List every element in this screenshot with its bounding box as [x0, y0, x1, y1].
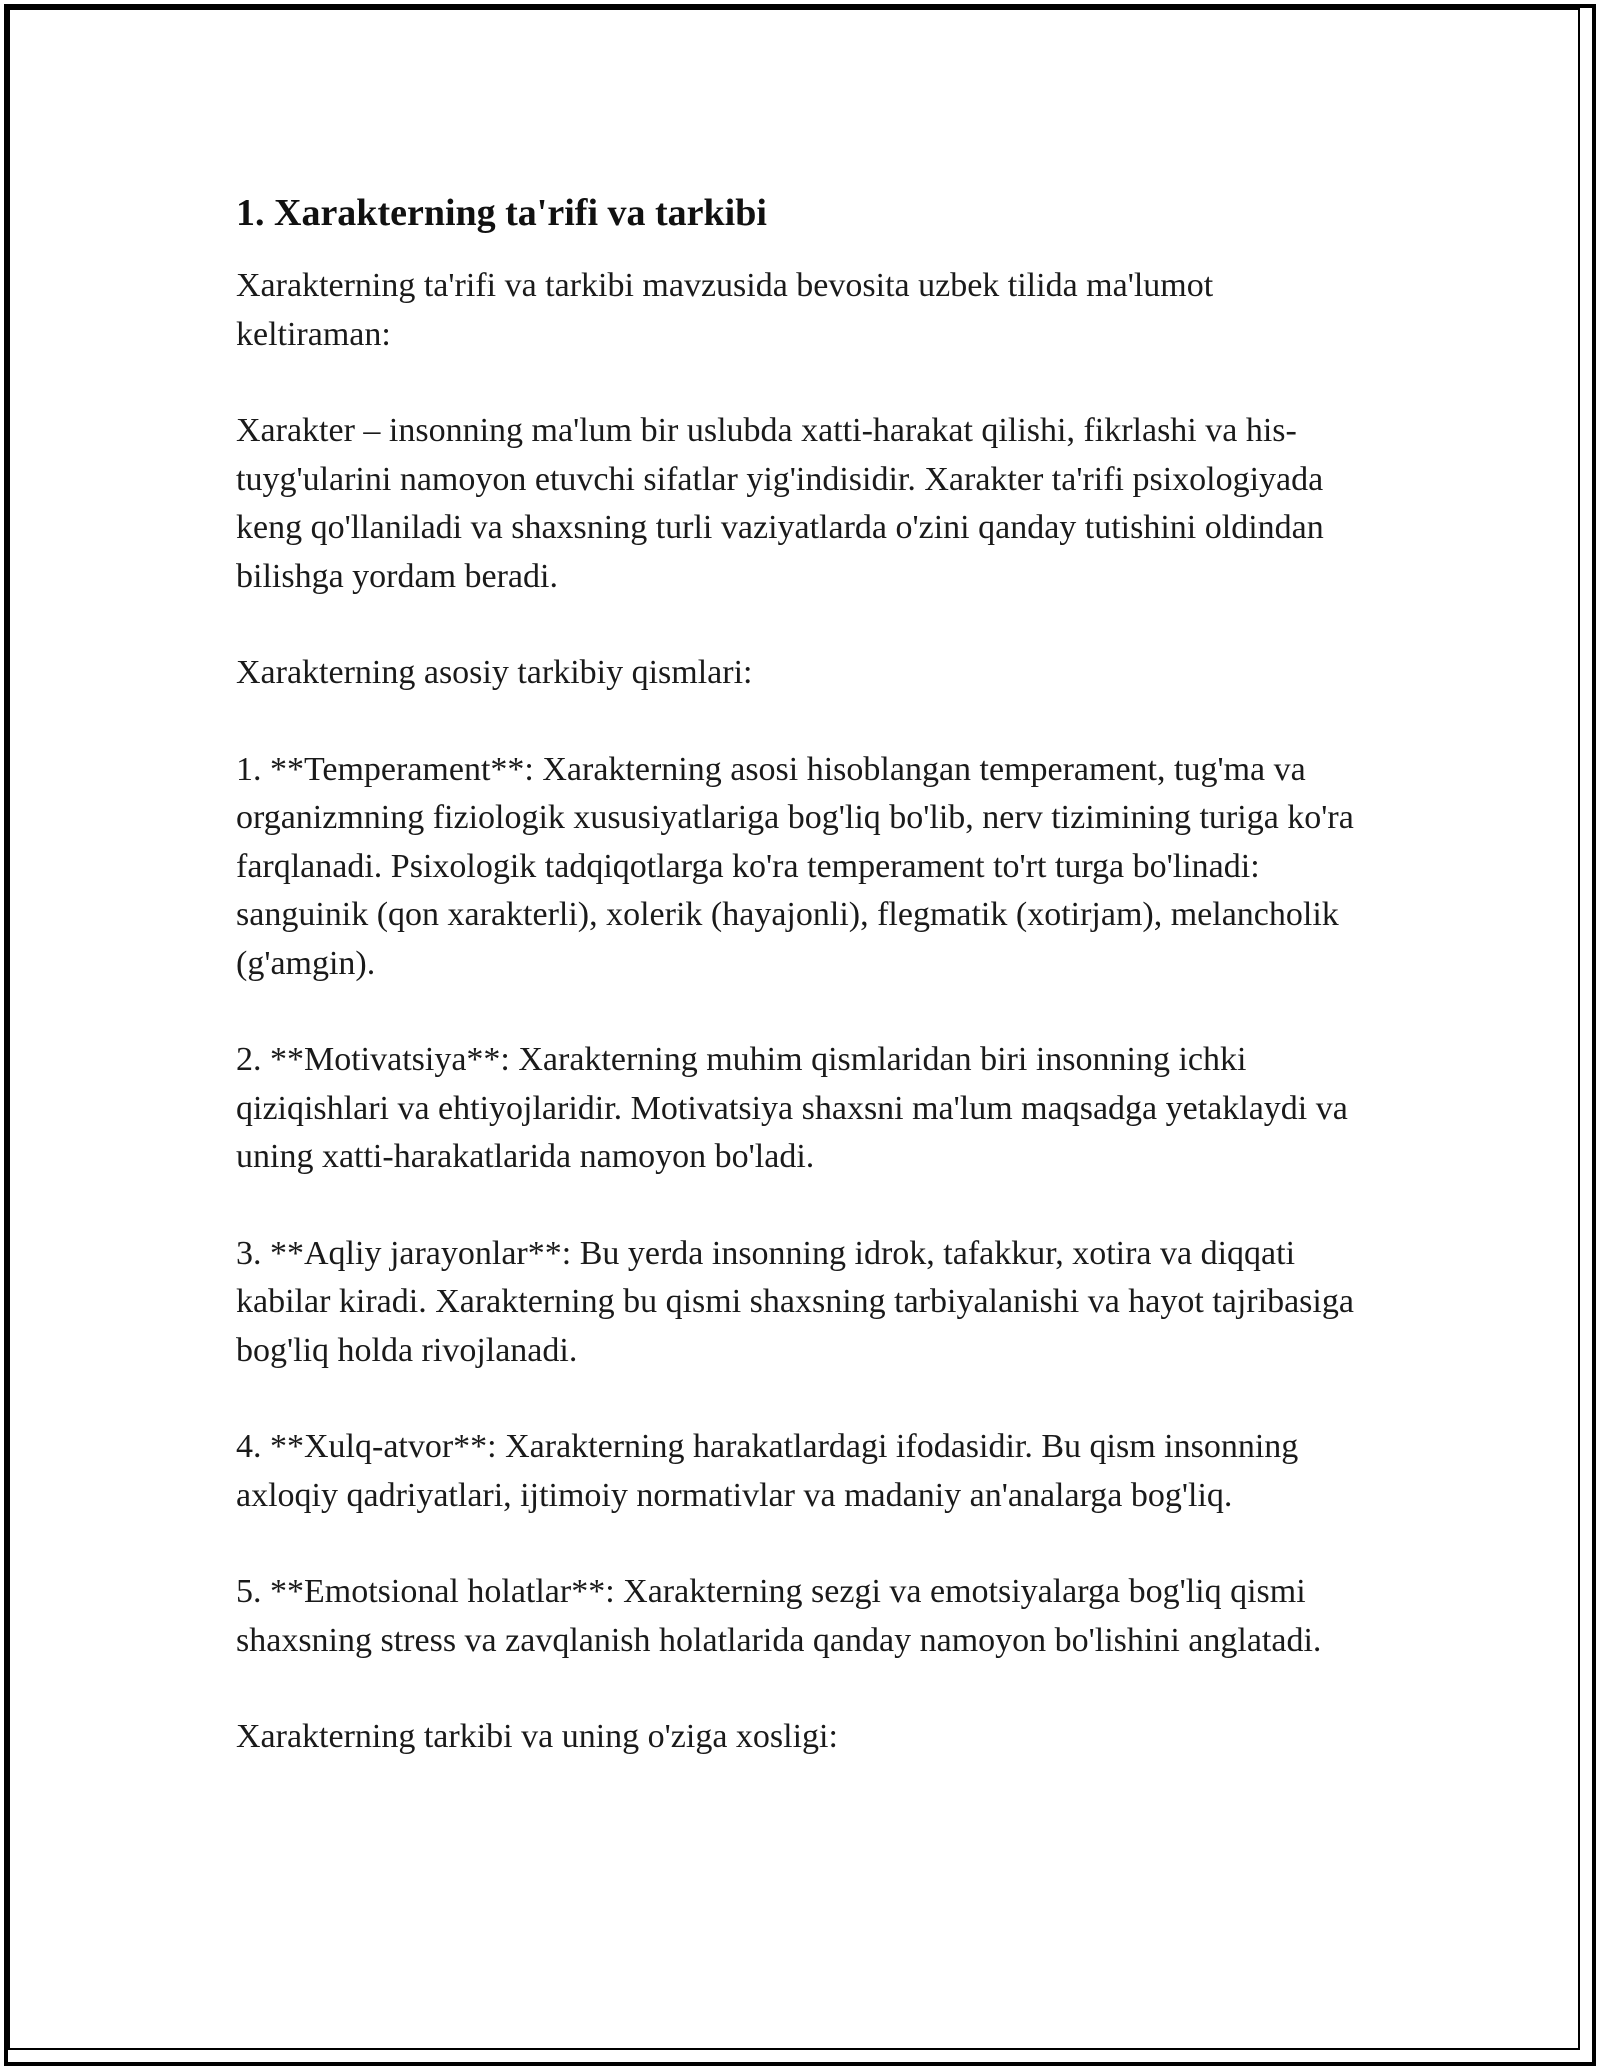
list-item-xulq-atvor: 4. **Xulq-atvor**: Xarakterning harakatlardagi ifodasidir. Bu qism insonning axloqiy qadriyatlari, ijtimoiy normativlar va madaniy an'analarga bog'liq. [236, 1428, 1299, 1514]
intro-paragraph: Xarakterning ta'rifi va tarkibi mavzusida bevosita uzbek tilida ma'lumot keltiraman: [236, 267, 1214, 353]
definition-paragraph: Xarakter – insonning ma'lum bir uslubda xatti-harakat qilishi, fikrlashi va his-tuyg'ularini namoyon etuvchi sifatlar yig'indisidir. Xarakter ta'rifi psixologiyada keng qo'llaniladi va shaxsning turli vaziyatlarda o'zini qanday tutishini oldindan bilishga yordam beradi. [236, 412, 1324, 595]
document-body [236, 188, 1376, 1810]
list-item-temperament: 1. **Temperament**: Xarakterning asosi hisoblangan temperament, tug'ma va organizmning fiziologik xususiyatlariga bog'liq bo'lib, nerv tizimining turiga ko'ra farqlanadi. Psixologik tadqiqotlarga ko'ra temperament to'rt turga bo'linadi: sanguinik (qon xarakterli), xolerik (hayajonli), flegmatik (xotirjam), melancholik (g'amgin). [236, 750, 1354, 982]
list-item-aqliy-jarayonlar: 3. **Aqliy jarayonlar**: Bu yerda insonning idrok, tafakkur, xotira va diqqati kabilar kiradi. Xarakterning bu qismi shaxsning tarbiyalanishi va hayot tajribasiga bog'liq holda rivojlanadi. [236, 1234, 1354, 1369]
components-intro-paragraph: Xarakterning asosiy tarkibiy qismlari: [236, 654, 753, 691]
closing-paragraph: Xarakterning tarkibi va uning o'ziga xosligi: [236, 1718, 838, 1755]
list-item-motivatsiya: 2. **Motivatsiya**: Xarakterning muhim qismlaridan biri insonning ichki qiziqishlari va ehtiyojlaridir. Motivatsiya shaxsni ma'lum maqsadga yetaklaydi va uning xatti-harakatlarida namoyon bo'ladi. [236, 1041, 1348, 1175]
section-heading: 1. Xarakterning ta'rifi va tarkibi [236, 192, 767, 234]
list-item-emotsional-holatlar: 5. **Emotsional holatlar**: Xarakterning sezgi va emotsiyalarga bog'liq qismi shaxsning stress va zavqlanish holatlarida qanday namoyon bo'lishini anglatadi. [236, 1573, 1322, 1659]
